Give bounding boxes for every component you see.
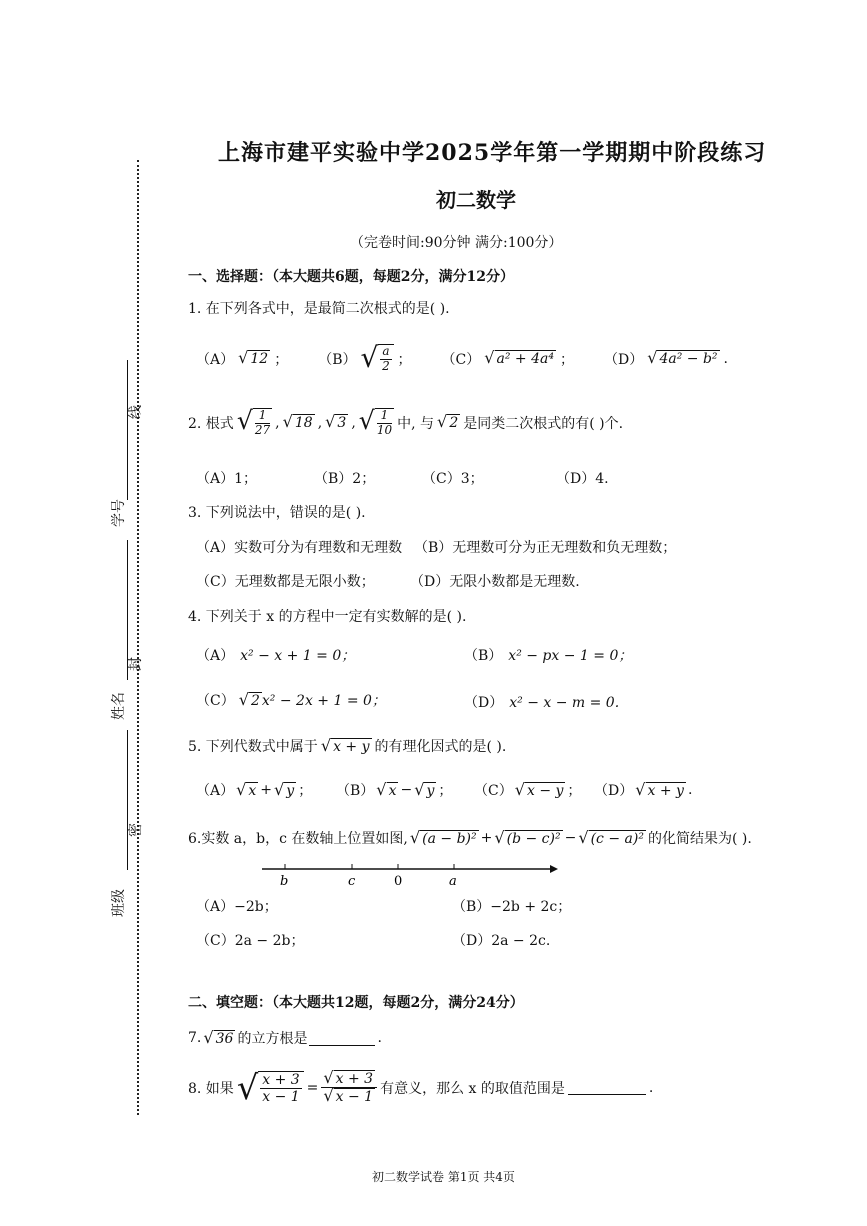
q6-number-line: [258, 858, 558, 888]
q2-tail: 是同类二次根式的有( )个.: [463, 415, 624, 432]
q2-option-c: （C）3；: [422, 471, 484, 487]
q2-radical-3: √ 3: [325, 412, 347, 432]
q1-sep-c: ；: [559, 351, 574, 368]
q4-option-a: （A） x² − x + 1 = 0；: [196, 648, 356, 664]
page-footer: 初二数学试卷 第1页 共4页: [372, 1170, 515, 1184]
margin-line-top: [127, 360, 128, 500]
q6-lead: 6.实数 a，b，c 在数轴上位置如图,: [188, 831, 408, 847]
q6-option-c: （C）2a − 2b；: [196, 933, 305, 949]
q5-lead: 5. 下列代数式中属于: [188, 739, 318, 755]
q2-option-d: （D）4.: [556, 471, 609, 487]
axis-label-0: 0: [394, 874, 403, 888]
axis-label-a: a: [449, 874, 457, 888]
margin-label-xian: 线: [128, 405, 144, 419]
q1-stem: 1. 在下列各式中，是最简二次根式的是( ).: [188, 301, 450, 317]
q6-radical-1: √ (a − b)²: [409, 827, 477, 847]
q5-option-c: （C） √ x − y ；: [474, 779, 582, 799]
q1-end: .: [723, 350, 728, 367]
q7-stem: 7. √ 36 的立方根是 .: [188, 1027, 382, 1047]
q3-option-d: （D）无限小数都是无理数.: [410, 574, 580, 590]
q2-mid: 中, 与: [397, 415, 435, 432]
q4-stem: 4. 下列关于 x 的方程中一定有实数解的是( ).: [188, 609, 467, 625]
q5-tail: 的有理化因式的是( ).: [374, 739, 507, 755]
q7-answer-blank[interactable]: [309, 1031, 375, 1046]
q6-option-a: （A）−2b；: [196, 899, 278, 915]
q2-radical-1-27: √ $\frac{1}{27}$: [236, 406, 271, 437]
section2-heading: 二、填空题：（本大题共12题，每题2分，满分24分）: [188, 995, 524, 1011]
margin-label-feng: 封: [128, 657, 144, 671]
q2-lead: 2. 根式: [188, 415, 234, 432]
q1-sep-a: ；: [274, 351, 289, 368]
q1-option-b-label: （B）: [318, 351, 357, 368]
q1-option-b-radical: √ $\frac{a}{2}$: [361, 344, 394, 374]
q3-option-b: （B）无理数可分为正无理数和负无理数；: [414, 540, 677, 556]
q3-option-a: （A）实数可分为有理数和无理数: [196, 540, 403, 556]
q6-tail: 的化简结果为( ).: [647, 831, 752, 847]
q3-option-c: （C）无理数都是无限小数；: [196, 574, 375, 590]
q2-option-b: （B）2；: [314, 471, 376, 487]
q1-sep-b: ；: [397, 351, 412, 368]
q6-stem: 6.实数 a，b，c 在数轴上位置如图, √ (a − b)² + √ (b − c)² − √ (c − a)² 的化简结果为( ).: [188, 827, 752, 847]
section1-heading: 一、选择题：（本大题共6题，每题2分，满分12分）: [188, 269, 514, 285]
q5-option-a: （A） √ x + √ y ；: [196, 779, 313, 799]
q8-stem: 8. 如果 √ $\frac{x + 3}{x - 1}$ = √ x + 3 √ x − 1 有意义，那么 x 的取值范围是 .: [188, 1067, 654, 1107]
q8-answer-blank[interactable]: [568, 1080, 646, 1095]
q5-radical: √ x + y: [320, 735, 370, 755]
q4-option-d: （D） x² − x − m = 0.: [464, 695, 620, 711]
page-title: 上海市建平实验中学2025学年第一学期期中阶段练习: [218, 140, 767, 166]
page-subtitle: 初二数学: [436, 188, 516, 212]
axis-label-b: b: [280, 874, 289, 888]
q1-option-a-radical: √ 12: [238, 348, 269, 368]
margin-label-name: 姓名: [111, 692, 127, 720]
q2-radical-18: √ 18: [282, 412, 313, 432]
q2-radical-1-10: √ $\frac{1}{10}$: [358, 406, 393, 437]
q1-option-c-radical: √ a² + 4a⁴: [484, 348, 554, 368]
margin-label-class: 班级: [111, 889, 127, 917]
q8-radical-fraction: √ $\frac{x + 3}{x - 1}$: [237, 1071, 304, 1105]
q5-option-d: （D） √ x + y .: [594, 779, 693, 799]
q5-stem: [188, 736, 506, 756]
q1-option-d-radical: √ 4a² − b²: [647, 348, 718, 368]
q1-options: [196, 341, 728, 374]
q6-option-b: （B）−2b + 2c；: [452, 899, 572, 915]
q1-option-a-label: （A）: [196, 351, 235, 368]
q6-radical-3: √ (c − a)²: [578, 827, 644, 847]
q2-radical-2: √ 2: [437, 412, 459, 432]
q4-option-b: （B） x² − px − 1 = 0；: [464, 648, 633, 664]
margin-label-mi: 密: [128, 823, 144, 837]
q4-option-c: （C） √ 2 x² − 2x + 1 = 0；: [196, 689, 386, 709]
q7-radical: √ 36: [203, 1027, 234, 1047]
q3-stem: 3. 下列说法中，错误的是( ).: [188, 505, 366, 521]
q1-option-d-label: （D）: [603, 351, 644, 368]
q6-radical-2: √ (b − c)²: [494, 827, 561, 847]
q6-option-d: （D）2a − 2c.: [452, 933, 551, 949]
q8-fraction-of-radicals: √ x + 3 √ x − 1: [321, 1070, 377, 1105]
margin-line-bottom: [127, 730, 128, 870]
q2-option-a: （A）1；: [196, 471, 258, 487]
number-line-arrow: [550, 865, 558, 873]
binding-dotted-line: [137, 160, 139, 1115]
exam-info: （完卷时间:90分钟 满分:100分）: [350, 235, 563, 251]
margin-label-student-id: 学号: [111, 499, 127, 527]
q1-option-c-label: （C）: [441, 351, 481, 368]
q5-option-b: （B） √ x − √ y ；: [336, 779, 453, 799]
axis-label-c: c: [348, 874, 356, 888]
q2-stem: 2. 根式 √ $\frac{1}{27}$ , √ 18 , √ 3 , √ $\frac{1}{10}$ 中, 与 √ 2 是同类二次根式的有( )个.: [188, 406, 624, 437]
